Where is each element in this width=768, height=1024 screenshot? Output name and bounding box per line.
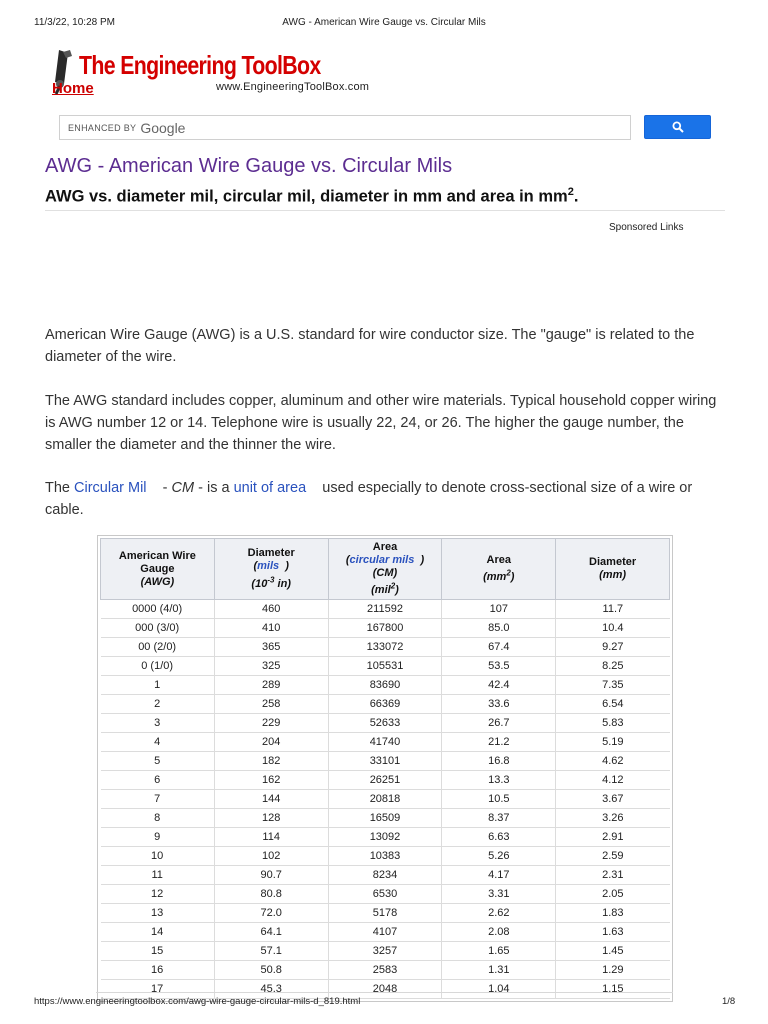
table-row (101, 809, 670, 828)
cell-area-mm2: 16.8 (442, 752, 556, 771)
header-diameter-title: Diameter (247, 547, 295, 560)
footer-divider (96, 992, 673, 993)
header-area-title: Area (372, 540, 398, 553)
footer-url: https://www.engineeringtoolbox.com/awg-wire-gauge-circular-mils-d_819.html (34, 996, 361, 1007)
cell-area-mm2: 67.4 (442, 638, 556, 657)
cell-area-cm: 4107 (328, 923, 442, 942)
table-header-row (101, 539, 670, 600)
search-input[interactable] (59, 115, 631, 140)
table-row (101, 695, 670, 714)
cell-area-mm2: 2.08 (442, 923, 556, 942)
p3-rest: used especially to denote cross-sectional size of a wire or cable. (45, 480, 693, 518)
cell-area-cm: 13092 (328, 828, 442, 847)
table-row (101, 752, 670, 771)
cell-area-cm: 33101 (328, 752, 442, 771)
cell-diameter-mm: 1.45 (556, 942, 670, 961)
cell-diameter-mm: 5.83 (556, 714, 670, 733)
cell-diameter-mils: 258 (214, 695, 328, 714)
header-diameter-unit-base: (10 (251, 577, 268, 590)
table-row (101, 771, 670, 790)
cell-awg: 12 (101, 885, 215, 904)
cell-diameter-mils: 64.1 (214, 923, 328, 942)
cell-area-cm: 66369 (328, 695, 442, 714)
cell-area-mm2: 1.31 (442, 961, 556, 980)
cell-diameter-mm: 2.05 (556, 885, 670, 904)
cell-area-cm: 3257 (328, 942, 442, 961)
cell-diameter-mm: 3.67 (556, 790, 670, 809)
cell-awg: 13 (101, 904, 215, 923)
cell-area-mm2: 42.4 (442, 676, 556, 695)
cell-diameter-mm: 1.15 (556, 980, 670, 999)
table-row (101, 866, 670, 885)
subtitle-text: AWG vs. diameter mil, circular mil, diameter in mm and area in mm (45, 187, 568, 206)
header-area-mm-end: ) (510, 571, 515, 584)
cell-diameter-mm: 6.54 (556, 695, 670, 714)
cell-area-cm: 26251 (328, 771, 442, 790)
table-row (101, 790, 670, 809)
subtitle-sup: 2 (567, 186, 574, 198)
header-area-mm-base: (mm (483, 571, 507, 584)
cell-area-cm: 16509 (328, 809, 442, 828)
paragraph-awg-standard: The AWG standard includes copper, aluminum and other wire materials. Typical household copper wiring is AWG number 12 or 14. Telephone wire is usually 22, 24, or 26. The higher the gauge number, the smaller the diameter and the thinner the wire. (45, 393, 717, 453)
table-row (101, 676, 670, 695)
header-diameter-unit-exp: -3 (267, 575, 275, 585)
logo-title: The Engineering ToolBox (79, 50, 321, 80)
cell-diameter-mm: 4.12 (556, 771, 670, 790)
cell-area-cm: 211592 (328, 600, 442, 619)
cell-area-mm2: 8.37 (442, 809, 556, 828)
cell-awg: 15 (101, 942, 215, 961)
print-datetime: 11/3/22, 10:28 PM (34, 17, 115, 28)
cell-diameter-mm: 1.29 (556, 961, 670, 980)
cell-diameter-mils: 460 (214, 600, 328, 619)
cell-diameter-mm: 2.59 (556, 847, 670, 866)
cell-diameter-mils: 182 (214, 752, 328, 771)
unit-of-area-link[interactable]: unit of area (233, 480, 307, 496)
cell-area-cm: 83690 (328, 676, 442, 695)
print-footer (0, 992, 768, 1022)
cell-diameter-mils: 204 (214, 733, 328, 752)
cell-diameter-mm: 8.25 (556, 657, 670, 676)
cell-awg: 3 (101, 714, 215, 733)
google-label: Google (140, 119, 186, 136)
header-area-mm2 (442, 539, 556, 600)
print-header (0, 17, 768, 31)
footer-page-number: 1/8 (722, 996, 736, 1007)
cell-diameter-mm: 11.7 (556, 600, 670, 619)
cell-diameter-mils: 50.8 (214, 961, 328, 980)
header-area-mm-exp: 2 (506, 568, 511, 578)
cell-diameter-mils: 410 (214, 619, 328, 638)
paragraph-circular-mil (45, 477, 730, 521)
mils-link[interactable]: mils (257, 560, 280, 573)
cell-diameter-mils: 114 (214, 828, 328, 847)
cell-area-cm: 41740 (328, 733, 442, 752)
cell-area-cm: 105531 (328, 657, 442, 676)
cell-area-cm: 10383 (328, 847, 442, 866)
header-diameter-unit-end: in) (277, 577, 291, 590)
cell-diameter-mm: 2.31 (556, 866, 670, 885)
cell-awg: 2 (101, 695, 215, 714)
cell-awg: 8 (101, 809, 215, 828)
cell-awg: 7 (101, 790, 215, 809)
cell-area-cm: 6530 (328, 885, 442, 904)
cell-awg: 11 (101, 866, 215, 885)
cell-area-mm2: 6.63 (442, 828, 556, 847)
cell-diameter-mm: 1.63 (556, 923, 670, 942)
cell-diameter-mm: 3.26 (556, 809, 670, 828)
search-button[interactable] (644, 115, 711, 139)
p3-dash: - (162, 480, 168, 496)
cell-awg: 16 (101, 961, 215, 980)
header-area-mm-title: Area (486, 553, 512, 566)
enhanced-by-label: ENHANCED BY (68, 122, 137, 133)
cell-area-mm2: 3.31 (442, 885, 556, 904)
circular-mil-link[interactable]: Circular Mil (74, 480, 147, 496)
table-row (101, 885, 670, 904)
p3-cm: CM (171, 480, 195, 496)
table-row (101, 828, 670, 847)
cell-diameter-mils: 162 (214, 771, 328, 790)
table-row (101, 904, 670, 923)
paragraph-awg-intro: American Wire Gauge (AWG) is a U.S. standard for wire conductor size. The "gauge" is related to the diameter of the wire. (45, 327, 695, 365)
table-row (101, 923, 670, 942)
cell-awg: 0000 (4/0) (101, 600, 215, 619)
cell-area-cm: 5178 (328, 904, 442, 923)
header-awg (101, 539, 215, 600)
table-row (101, 847, 670, 866)
cell-area-mm2: 10.5 (442, 790, 556, 809)
cell-diameter-mils: 90.7 (214, 866, 328, 885)
cell-awg: 10 (101, 847, 215, 866)
cell-diameter-mils: 72.0 (214, 904, 328, 923)
cell-area-mm2: 1.04 (442, 980, 556, 999)
header-area-cm-unit: (CM) (372, 566, 398, 579)
cell-awg: 1 (101, 676, 215, 695)
table-row (101, 600, 670, 619)
header-area-mil-base: (mil (371, 584, 391, 597)
header-diameter-mm (556, 539, 670, 600)
site-url: www.EngineeringToolBox.com (216, 81, 370, 93)
cell-area-cm: 2583 (328, 961, 442, 980)
cell-diameter-mils: 229 (214, 714, 328, 733)
cell-awg: 14 (101, 923, 215, 942)
header-diameter-mm-unit: (mm) (599, 569, 627, 581)
subtitle-end: . (573, 187, 579, 206)
cell-area-mm2: 85.0 (442, 619, 556, 638)
cell-diameter-mils: 365 (214, 638, 328, 657)
header-awg-line2: (AWG) (140, 575, 175, 588)
cell-diameter-mils: 128 (214, 809, 328, 828)
cell-area-mm2: 13.3 (442, 771, 556, 790)
cell-area-mm2: 53.5 (442, 657, 556, 676)
cell-diameter-mils: 144 (214, 790, 328, 809)
cell-awg: 00 (2/0) (101, 638, 215, 657)
cell-area-cm: 52633 (328, 714, 442, 733)
header-awg-line1: American Wire Gauge (118, 549, 196, 575)
p3-is-a: - is a (198, 480, 230, 496)
page-subtitle (45, 186, 578, 207)
table-row (101, 733, 670, 752)
header-area-mil-end: ) (395, 584, 399, 597)
cell-diameter-mils: 289 (214, 676, 328, 695)
cell-diameter-mm: 7.35 (556, 676, 670, 695)
header-diameter-mm-title: Diameter (589, 556, 637, 568)
cell-area-cm: 133072 (328, 638, 442, 657)
cell-awg: 4 (101, 733, 215, 752)
table-row (101, 657, 670, 676)
cell-diameter-mm: 4.62 (556, 752, 670, 771)
cell-diameter-mm: 5.19 (556, 733, 670, 752)
cell-diameter-mils: 325 (214, 657, 328, 676)
cell-diameter-mils: 80.8 (214, 885, 328, 904)
cell-diameter-mils: 102 (214, 847, 328, 866)
awg-table (100, 538, 670, 999)
cell-area-mm2: 2.62 (442, 904, 556, 923)
cell-diameter-mm: 9.27 (556, 638, 670, 657)
cell-area-mm2: 1.65 (442, 942, 556, 961)
cell-area-cm: 167800 (328, 619, 442, 638)
cell-awg: 0 (1/0) (101, 657, 215, 676)
home-link[interactable]: Home (52, 80, 94, 97)
cell-diameter-mm: 10.4 (556, 619, 670, 638)
cell-awg: 5 (101, 752, 215, 771)
cell-area-mm2: 107 (442, 600, 556, 619)
cell-awg: 000 (3/0) (101, 619, 215, 638)
table-row (101, 961, 670, 980)
awg-table-container (97, 535, 673, 1002)
table-row (101, 942, 670, 961)
cell-diameter-mm: 1.83 (556, 904, 670, 923)
cell-area-cm: 2048 (328, 980, 442, 999)
title-divider (45, 210, 725, 211)
cell-area-cm: 20818 (328, 790, 442, 809)
cell-awg: 6 (101, 771, 215, 790)
header-area-mil-exp: 2 (390, 581, 396, 591)
cell-area-mm2: 5.26 (442, 847, 556, 866)
print-doc-title: AWG - American Wire Gauge vs. Circular Mils (282, 17, 486, 28)
table-row (101, 619, 670, 638)
cell-awg: 9 (101, 828, 215, 847)
search-icon (672, 121, 684, 133)
awg-table-body (101, 600, 670, 999)
p3-the: The (45, 480, 70, 496)
cell-diameter-mm: 2.91 (556, 828, 670, 847)
table-row (101, 638, 670, 657)
table-row (101, 714, 670, 733)
sponsored-links-label: Sponsored Links (609, 222, 684, 233)
header-diameter-mils: Diameter (mils ) ($10^{-3}$ in) (214, 539, 328, 600)
header-area-cm: Area (circular mils ) (CM) (mil$^2$) (328, 539, 442, 600)
cell-area-mm2: 33.6 (442, 695, 556, 714)
page-title: AWG - American Wire Gauge vs. Circular Mils (45, 155, 453, 177)
circular-mils-link[interactable]: circular mils (349, 553, 415, 566)
cell-area-cm: 8234 (328, 866, 442, 885)
cell-area-mm2: 21.2 (442, 733, 556, 752)
cell-diameter-mils: 57.1 (214, 942, 328, 961)
cell-diameter-mils: 45.3 (214, 980, 328, 999)
cell-area-mm2: 4.17 (442, 866, 556, 885)
site-logo[interactable] (44, 44, 384, 100)
cell-area-mm2: 26.7 (442, 714, 556, 733)
cell-awg: 17 (101, 980, 215, 999)
